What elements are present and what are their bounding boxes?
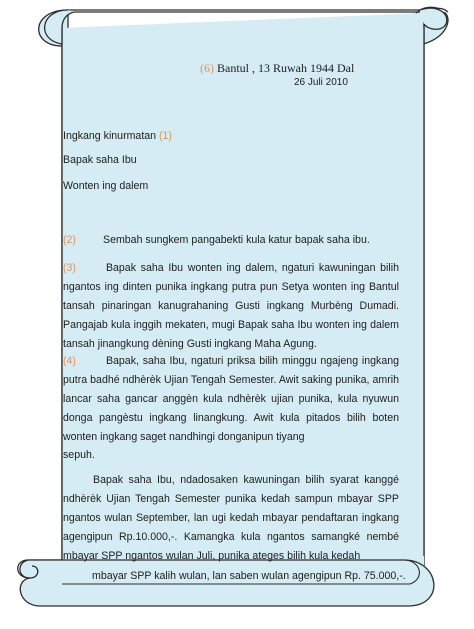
paragraph-3	[63, 259, 399, 354]
gregorian-date: 26 Juli 2010	[294, 77, 348, 88]
paragraph-4-text: Bapak, saha Ibu, ngaturi priksa bilih minggu ngajeng ingkang putra badhé ndhèrèk Ujian Tengah Semester. Awit saking punika, amrih lancar saha gancar anggèn kula ndhèrèk ujian punika, kula nyuwun donga pangèstu ingkang linangkung. Awit kula pitados bilih boten wonten ingkang saget nandhingi donganipun tiyang	[63, 355, 399, 443]
marker-6: (6)	[200, 61, 214, 75]
paragraph-4-tail: sepuh.	[63, 449, 95, 461]
marker-2: (2)	[63, 234, 76, 246]
salutation-line-3: Wonten ing dalem	[63, 180, 149, 192]
marker-3: (3)	[63, 262, 76, 274]
marker-1: (1)	[159, 130, 172, 142]
paragraph-4	[63, 352, 399, 447]
marker-4: (4)	[63, 355, 76, 367]
paragraph-5	[63, 471, 399, 566]
paragraph-6: mbayar SPP kalih wulan, lan saben wulan agengipun Rp. 75.000,-.	[92, 570, 406, 582]
salutation-text: Ingkang kinurmatan	[63, 130, 157, 142]
salutation-line-2: Bapak saha Ibu	[63, 154, 137, 166]
place-date: Bantul , 13 Ruwah 1944 Dal	[217, 61, 355, 75]
paragraph-5-text: Bapak saha Ibu, ndadosaken kawuningan bilih syarat kanggé ndhèrèk Ujian Tengah Semester punika kedah sampun mbayar SPP ngantos wulan September, lan ugi kedah mbayar pendaftaran ingkang agengipun Rp.10.000,-. Kamangka kula ngantos samangké nembé mbayar SPP ngantos wulan Juli, punika ateges bilih kula kedah	[63, 474, 399, 562]
letter-heading	[200, 61, 354, 75]
paragraph-3-text: Bapak saha Ibu wonten ing dalem, ngaturi kawuningan bilih ngantos ing dinten punika ingkang putra pun Setya wonten ing Bantul tansah pinaringan kanugrahaning Gusti ingkang Murbèng Dumadi. Pangajab kula inggih mekaten, mugi Bapak saha Ibu wonten ing dalem tansah jinangkung dèning Gusti ingkang Maha Agung.	[63, 262, 399, 350]
salutation-line-1	[63, 130, 172, 143]
paragraph-2-text: Sembah sungkem pangabekti kula katur bapak saha ibu.	[103, 234, 370, 246]
paragraph-2	[63, 234, 370, 247]
